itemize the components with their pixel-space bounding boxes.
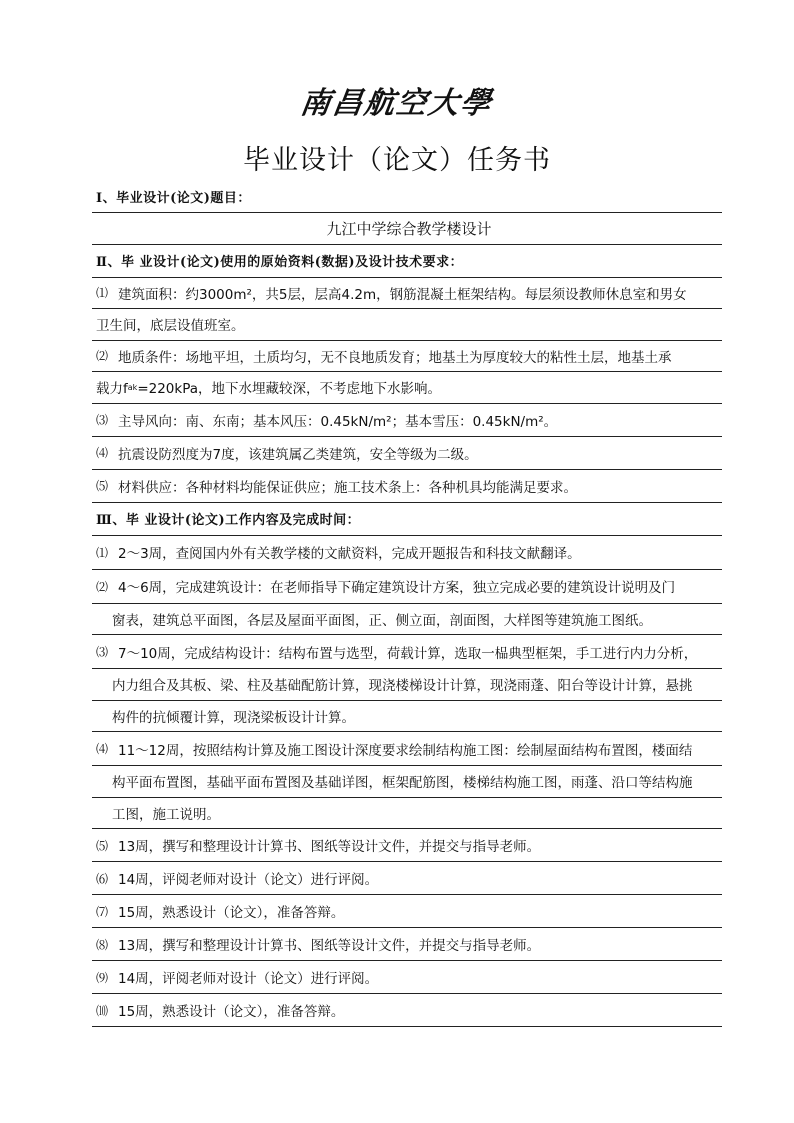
task-sheet	[92, 180, 722, 1027]
schedule-item: ⑽ 15周，熟悉设计（论文），准备答辩。	[92, 994, 722, 1027]
schedule-item: ⑺ 15周，熟悉设计（论文），准备答辩。	[92, 895, 722, 928]
university-logo: 南昌航空大學	[298, 86, 495, 121]
schedule-item: ⑻ 13周，撰写和整理设计计算书、图纸等设计文件，并提交与指导老师。	[92, 928, 722, 961]
page-title: 毕业设计（论文）任务书	[243, 145, 551, 176]
requirement-item: ⑵ 地质条件：场地平坦，土质均匀，无不良地质发育；地基土为厚度较大的粘性土层，地基土承	[92, 341, 722, 373]
schedule-item-cont: 窗表，建筑总平面图，各层及屋面平面图，正、侧立面，剖面图，大样图等建筑施工图纸。	[92, 604, 722, 636]
requirement-item: ⑷ 抗震设防烈度为7度，该建筑属乙类建筑，安全等级为二级。	[92, 437, 722, 470]
schedule-item-cont: 构平面布置图，基础平面布置图及基础详图，框架配筋图，楼梯结构施工图，雨蓬、沿口等结构施	[92, 766, 722, 798]
schedule-item: ⑼ 14周，评阅老师对设计（论文）进行评阅。	[92, 961, 722, 994]
section-1-heading: Ⅰ、毕业设计(论文)题目：	[92, 180, 722, 213]
schedule-item-cont: 内力组合及其板、梁、柱及基础配筋计算，现浇楼梯设计计算，现浇雨蓬、阳台等设计计算，悬挑	[92, 669, 722, 701]
requirement-item: ⑴ 建筑面积：约3000m²，共5层，层高4.2m，钢筋混凝土框架结构。每层须设教师休息室和男女	[92, 278, 722, 310]
schedule-item: ⑷ 11～12周，按照结构计算及施工图设计深度要求绘制结构施工图：绘制屋面结构布置图，楼面结	[92, 732, 722, 766]
schedule-item-cont: 工图，施工说明。	[92, 798, 722, 830]
schedule-item: ⑸ 13周，撰写和整理设计计算书、图纸等设计文件，并提交与指导老师。	[92, 829, 722, 862]
schedule-item: ⑶ 7～10周，完成结构设计：结构布置与选型，荷载计算，选取一榀典型框架，手工进行内力分析，	[92, 635, 722, 669]
design-topic: 九江中学综合教学楼设计	[92, 213, 722, 245]
schedule-item: ⑹ 14周，评阅老师对设计（论文）进行评阅。	[92, 862, 722, 895]
schedule-item: ⑴ 2～3周，查阅国内外有关教学楼的文献资料，完成开题报告和科技文献翻译。	[92, 536, 722, 570]
requirement-item: ⑸ 材料供应：各种材料均能保证供应；施工技术条上：各种机具均能满足要求。	[92, 470, 722, 503]
section-2-heading: Ⅱ、毕 业设计(论文)使用的原始资料(数据)及设计技术要求：	[92, 245, 722, 278]
requirement-item-cont: 载力f ak =220kPa，地下水埋藏较深，不考虑地下水影响。	[92, 372, 722, 404]
schedule-item: ⑵ 4～6周，完成建筑设计：在老师指导下确定建筑设计方案，独立完成必要的建筑设计说明及门	[92, 570, 722, 604]
section-3-heading: Ⅲ、毕 业设计(论文)工作内容及完成时间：	[92, 503, 722, 536]
requirement-item-cont: 卫生间，底层设值班室。	[92, 309, 722, 341]
schedule-item-cont: 构件的抗倾覆计算，现浇梁板设计计算。	[92, 701, 722, 733]
requirement-item: ⑶ 主导风向：南、东南；基本风压：0.45kN/m²；基本雪压：0.45kN/m²。	[92, 404, 722, 437]
